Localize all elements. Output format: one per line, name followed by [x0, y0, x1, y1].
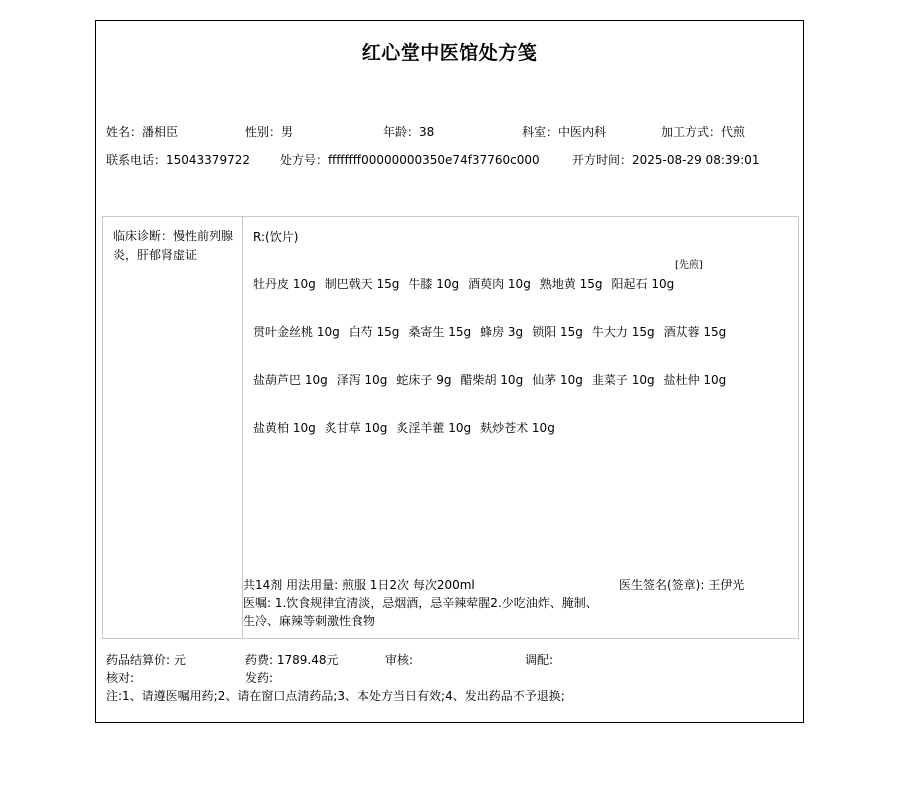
herb-item: 醋柴胡 10g [460, 373, 524, 387]
herb-item: 制巴戟天 15g [324, 277, 400, 291]
herb-item: 熟地黄 15g [539, 277, 603, 291]
herb-item: 贯叶金丝桃 10g [253, 325, 340, 339]
department: 科室：中医内科 [522, 125, 607, 139]
herb-list [253, 275, 735, 467]
herb-row [253, 371, 735, 419]
herb-item: 牡丹皮 10g [253, 277, 316, 291]
page-title: 红心堂中医馆处方笺 [361, 42, 538, 64]
usage-dosage: 共14剂 用法用量: 煎服 1日2次 每次200ml [243, 578, 475, 592]
herb-item: 酒苁蓉 15g [663, 325, 727, 339]
herb-row [253, 323, 735, 371]
issue-label: 发药: [245, 671, 274, 685]
herb-item: 阳起石 10g [611, 277, 675, 291]
herb-item: 牛膝 10g [408, 277, 460, 291]
herb-item: 白芍 15g [348, 325, 400, 339]
herb-item: 锁阳 15g [532, 325, 583, 339]
contact-phone: 联系电话：15043379722 [106, 153, 250, 167]
herb-item: 桑寄生 15g [408, 325, 472, 339]
herb-item: 泽泻 10g [336, 373, 388, 387]
decoct-first-note: [先煎] [675, 260, 703, 271]
prescription-sheet [95, 20, 804, 723]
herb-item: 酒萸肉 10g [468, 277, 531, 291]
herb-item: 炙甘草 10g [324, 421, 388, 435]
patient-age: 年龄：38 [383, 125, 435, 139]
processing-method: 加工方式：代煎 [661, 125, 746, 139]
drug-settlement-price: 药品结算价: 元 [106, 653, 186, 667]
rx-label: R:(饮片) [253, 230, 299, 244]
review-label: 审核: [385, 653, 414, 667]
prescription-number: 处方号：ffffffff00000000350e74f37760c000 [280, 153, 540, 167]
check-label: 核对: [106, 671, 135, 685]
clinical-diagnosis: 临床诊断：慢性前列腺炎，肝郁肾虚证 [113, 229, 234, 262]
herb-item: 蛇床子 9g [396, 373, 452, 387]
prescription-body [102, 216, 799, 639]
herb-item: 盐葫芦巴 10g [253, 373, 328, 387]
column-divider [242, 217, 243, 638]
herb-item: 炙淫羊藿 10g [396, 421, 472, 435]
herb-item: 牛大力 15g [591, 325, 655, 339]
drug-fee: 药费: 1789.48元 [245, 653, 339, 667]
herb-row [253, 275, 735, 323]
herb-item: 盐黄柏 10g [253, 421, 316, 435]
prescription-time: 开方时间：2025-08-29 08:39:01 [572, 153, 760, 167]
herb-item: 韭菜子 10g [591, 373, 655, 387]
patient-name: 姓名：潘相臣 [106, 125, 179, 139]
herb-item: 蜂房 3g [480, 325, 524, 339]
herb-item: 盐杜仲 10g [663, 373, 727, 387]
medical-advice: 医嘱: 1.饮食规律宜清淡，忌烟酒，忌辛辣荤腥2.少吃油炸、腌制、生冷、麻辣等刺激性食物 [243, 596, 598, 628]
footer-note: 注:1、请遵医嘱用药;2、请在窗口点清药品;3、本处方当日有效;4、发出药品不予退换; [106, 689, 565, 703]
doctor-signature: 医生签名(签章): 王伊光 [619, 578, 745, 592]
dispense-label: 调配: [525, 653, 554, 667]
herb-item: 麸炒苍术 10g [480, 421, 555, 435]
herb-item: 仙茅 10g [532, 373, 583, 387]
herb-row [253, 419, 735, 467]
patient-gender: 性别：男 [245, 125, 294, 139]
